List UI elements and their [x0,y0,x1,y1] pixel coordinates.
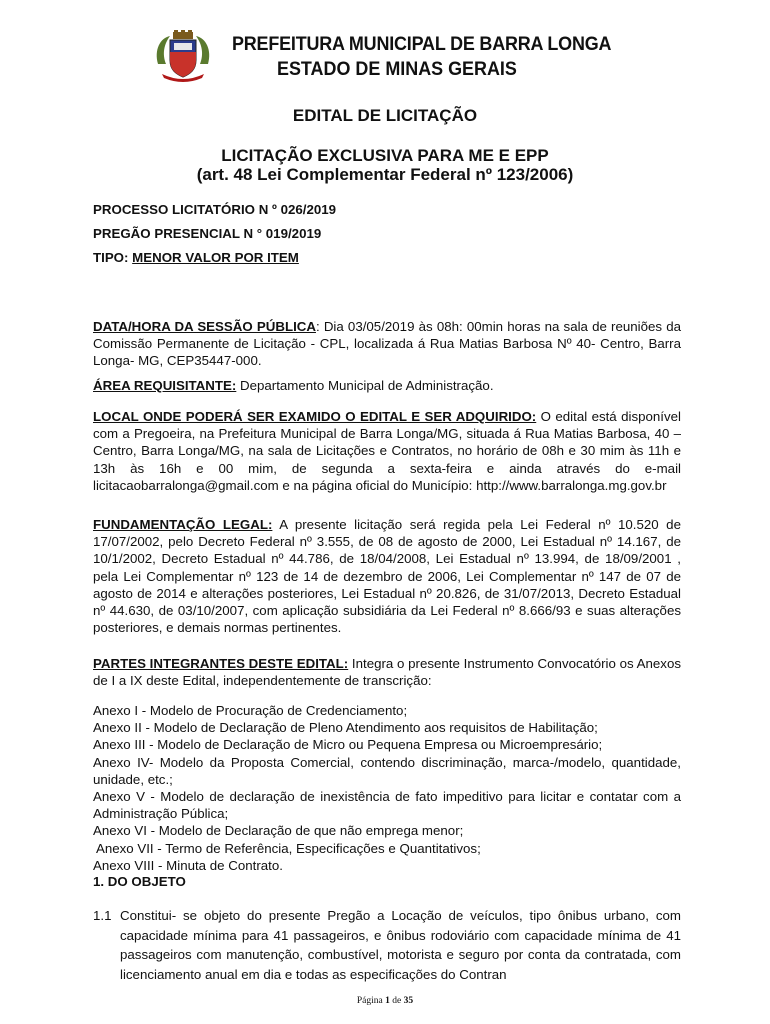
process-number: PROCESSO LICITATÓRIO N º 026/2019 [93,202,337,217]
parts-label: PARTES INTEGRANTES DESTE EDITAL: [93,656,349,671]
area-paragraph [93,377,681,394]
header-municipality: PREFEITURA MUNICIPAL DE BARRA LONGA [232,33,612,55]
annex-item: Anexo II - Modelo de Declaração de Pleno Atendimento aos requisitos de Habilitação; [93,720,598,736]
bid-type [93,250,299,265]
legal-reference-title: (art. 48 Lei Complementar Federal nº 123/2006) [196,165,574,184]
annex-item: Anexo V - Modelo de declaração de inexistência de fato impeditivo para licitar e contatar com a Administração Pública; [93,789,681,822]
section-heading-object: 1. DO OBJETO [93,874,186,889]
legal-basis-paragraph [93,516,681,636]
page-footer [0,996,770,1006]
legal-basis-label: FUNDAMENTAÇÃO LEGAL: [93,517,273,532]
bid-type-label: TIPO: [93,250,133,265]
current-page: 1 [385,996,390,1006]
annex-item: Anexo IV- Modelo da Proposta Comercial, contendo discriminação, marca-/modelo, quantidade, unidade, etc.; [93,754,681,787]
document-title: EDITAL DE LICITAÇÃO [292,106,478,125]
annex-item: Anexo I - Modelo de Procuração de Credenciamento; [93,703,408,718]
exclusive-bid-title: LICITAÇÃO EXCLUSIVA PARA ME E EPP [221,146,549,165]
coat-of-arms-icon [152,30,214,84]
clause-number: 1.1 [93,908,112,923]
annex-item: Anexo VI - Modelo de Declaração de que não emprega menor; [93,823,464,839]
object-clause [93,906,681,984]
area-text: Departamento Municipal de Administração. [236,378,494,393]
area-label: ÁREA REQUISITANTE: [93,378,237,393]
annex-list [93,702,681,874]
annex-item: Anexo III - Modelo de Declaração de Micro ou Pequena Empresa ou Microempresário; [93,737,603,753]
parts-text: Integra o presente Instrumento Convocatório os Anexos de I a IX deste Edital, independentemente de transcrição: [93,656,681,689]
local-paragraph [93,408,681,494]
annex-item: Anexo VIII - Minuta de Contrato. [93,857,283,873]
parts-paragraph [93,655,681,689]
annex-item: Anexo VII - Termo de Referência, Especificações e Quantitativos; [93,840,481,856]
legal-basis-text: A presente licitação será regida pela Lei Federal nº 10.520 de 17/07/2002, pelo Decreto Federal nº 3.555, de 08 de agosto de 2000, Lei Estadual nº 14.167, de 10/1/2002, Decreto Estadual nº 44.786, de 18/04/2008, Lei Estadual nº 13.994, de 18/09/2001 , pela Lei Complementar nº 123 de 14 de dezembro de 2006, Lei Complementar nº 147 de 07 de agosto de 2014 e alterações posteriores, Lei Estadual nº 20.826, de 31/07/2013, Decreto Estadual nº 44.630, de 03/10/2007, com aplicação subsidiária da Lei Federal nº 8.666/93 e suas alterações posteriores, e demais normas pertinentes. [93,517,681,636]
footer-prefix: Página [356,996,386,1006]
session-paragraph [93,318,681,370]
footer-mid: de [389,996,404,1006]
header-state: ESTADO DE MINAS GERAIS [277,58,517,80]
auction-number: PREGÃO PRESENCIAL N ° 019/2019 [93,226,322,241]
session-label: DATA/HORA DA SESSÃO PÚBLICA [93,319,316,334]
session-text: : Dia 03/05/2019 às 08h: 00min horas na sala de reuniões da Comissão Permanente de Licitação - CPL, localizada á Rua Matias Barbosa Nº 40- Centro, Barra Longa- MG, CEP35447-000. [93,319,681,369]
bid-type-value: MENOR VALOR POR ITEM [132,250,299,265]
total-pages: 35 [403,996,414,1006]
local-label: LOCAL ONDE PODERÁ SER EXAMIDO O EDITAL E SER ADQUIRIDO: [93,409,537,424]
clause-text: Constitui- se objeto do presente Pregão a Locação de veículos, tipo ônibus urbano, com capacidade mínima para 41 passageiros, e ônibus rodoviário com capacidade mínima de 41 passageiros com manutenção, combustível, motorista e seguro por conta da contratada, com licenciamento anual em dia e todas as especificações do Contran [120,908,681,982]
local-text: O edital está disponível com a Pregoeira, na Prefeitura Municipal de Barra Longa/MG, situada á Rua Matias Barbosa, 40 – Centro, Barra Longa/MG, na sala de Licitações e Contratos, no horário de 08h e 30 mim às 11h e 13h às 16h e 00 mim, de segunda a sexta-feira e ainda através do e-mail licitacaobarralonga@gmail.com e na página oficial do Município: http://www.barralonga.mg.gov.br [93,409,681,493]
